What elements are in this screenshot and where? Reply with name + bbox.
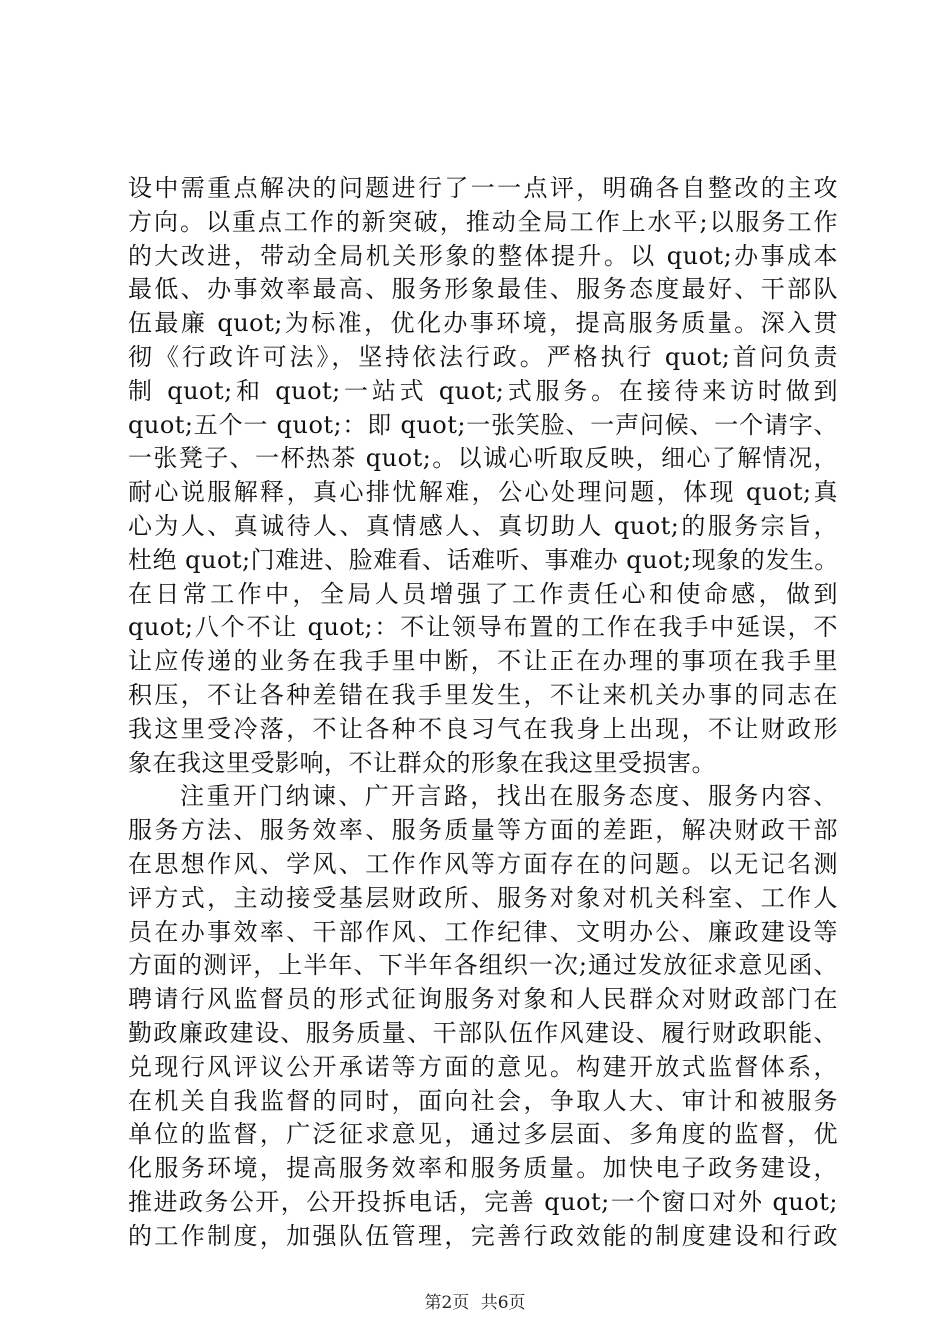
text-line: 一张凳子、一杯热茶 quot;。以诚心听取反映，细心了解情况， [128, 444, 838, 473]
text-line: 在机关自我监督的同时，面向社会，争取人大、审计和被服务 [128, 1086, 838, 1115]
text-line: 推进政务公开，公开投拆电话，完善 quot;一个窗口对外 quot; [128, 1187, 838, 1216]
text-line: 员在办事效率、干部作风、工作纪律、文明办公、廉政建设等 [128, 917, 838, 946]
text-line: 伍最廉 quot;为标准，优化办事环境，提高服务质量。深入贯 [128, 309, 838, 338]
paragraph [128, 172, 838, 780]
page-number: 第2页 [424, 1293, 470, 1313]
text-line: 最低、办事效率最高、服务形象最佳、服务态度最好、干部队 [128, 275, 838, 304]
text-line: 象在我这里受影响，不让群众的形象在我这里受损害。 [128, 748, 716, 777]
text-line: quot;八个不让 quot;：不让领导布置的工作在我手中延误，不 [128, 613, 838, 642]
body-text [128, 172, 838, 1254]
text-line: 的大改进，带动全局机关形象的整体提升。以 quot;办事成本 [128, 241, 838, 270]
text-line: 在思想作风、学风、工作作风等方面存在的问题。以无记名测 [128, 849, 838, 878]
text-line: 化服务环境，提高服务效率和服务质量。加快电子政务建设， [128, 1154, 838, 1183]
text-line: 兑现行风评议公开承诺等方面的意见。构建开放式监督体系， [128, 1052, 838, 1081]
text-line: 制 quot;和 quot;一站式 quot;式服务。在接待来访时做到 [128, 376, 838, 405]
text-line: 积压，不让各种差错在我手里发生，不让来机关办事的同志在 [128, 680, 838, 709]
text-line: 我这里受冷落，不让各种不良习气在我身上出现，不让财政形 [128, 714, 838, 743]
paragraph [128, 780, 838, 1253]
page-footer [0, 1292, 950, 1314]
text-line: 让应传递的业务在我手里中断，不让正在办理的事项在我手里 [128, 647, 838, 676]
text-line: 单位的监督，广泛征求意见，通过多层面、多角度的监督，优 [128, 1120, 838, 1149]
text-line: 勤政廉政建设、服务质量、干部队伍作风建设、履行财政职能、 [128, 1018, 838, 1047]
text-line: 耐心说服解释，真心排忧解难，公心处理问题，体现 quot;真 [128, 478, 838, 507]
text-line: 注重开门纳谏、广开言路，找出在服务态度、服务内容、 [180, 782, 838, 811]
text-line: quot;五个一 quot;：即 quot;一张笑脸、一声问候、一个请字、 [128, 410, 838, 439]
text-line: 方面的测评，上半年、下半年各组织一次;通过发放征求意见函、 [128, 951, 838, 980]
text-line: 聘请行风监督员的形式征询服务对象和人民群众对财政部门在 [128, 985, 838, 1014]
text-line: 彻《行政许可法》，坚持依法行政。严格执行 quot;首问负责 [128, 342, 838, 371]
text-line: 在日常工作中，全局人员增强了工作责任心和使命感，做到 [128, 579, 838, 608]
text-line: 杜绝 quot;门难进、脸难看、话难听、事难办 quot;现象的发生。 [128, 545, 839, 574]
text-line: 方向。以重点工作的新突破，推动全局工作上水平;以服务工作 [128, 207, 838, 236]
text-line: 设中需重点解决的问题进行了一一点评，明确各自整改的主攻 [128, 174, 838, 202]
text-line: 服务方法、服务效率、服务质量等方面的差距，解决财政干部 [128, 816, 838, 845]
page-total: 共6页 [480, 1293, 526, 1313]
text-line: 的工作制度，加强队伍管理，完善行政效能的制度建设和行政 [128, 1221, 838, 1250]
text-line: 评方式，主动接受基层财政所、服务对象对机关科室、工作人 [128, 883, 838, 912]
text-line: 心为人、真诚待人、真情感人、真切助人 quot;的服务宗旨， [128, 511, 838, 540]
